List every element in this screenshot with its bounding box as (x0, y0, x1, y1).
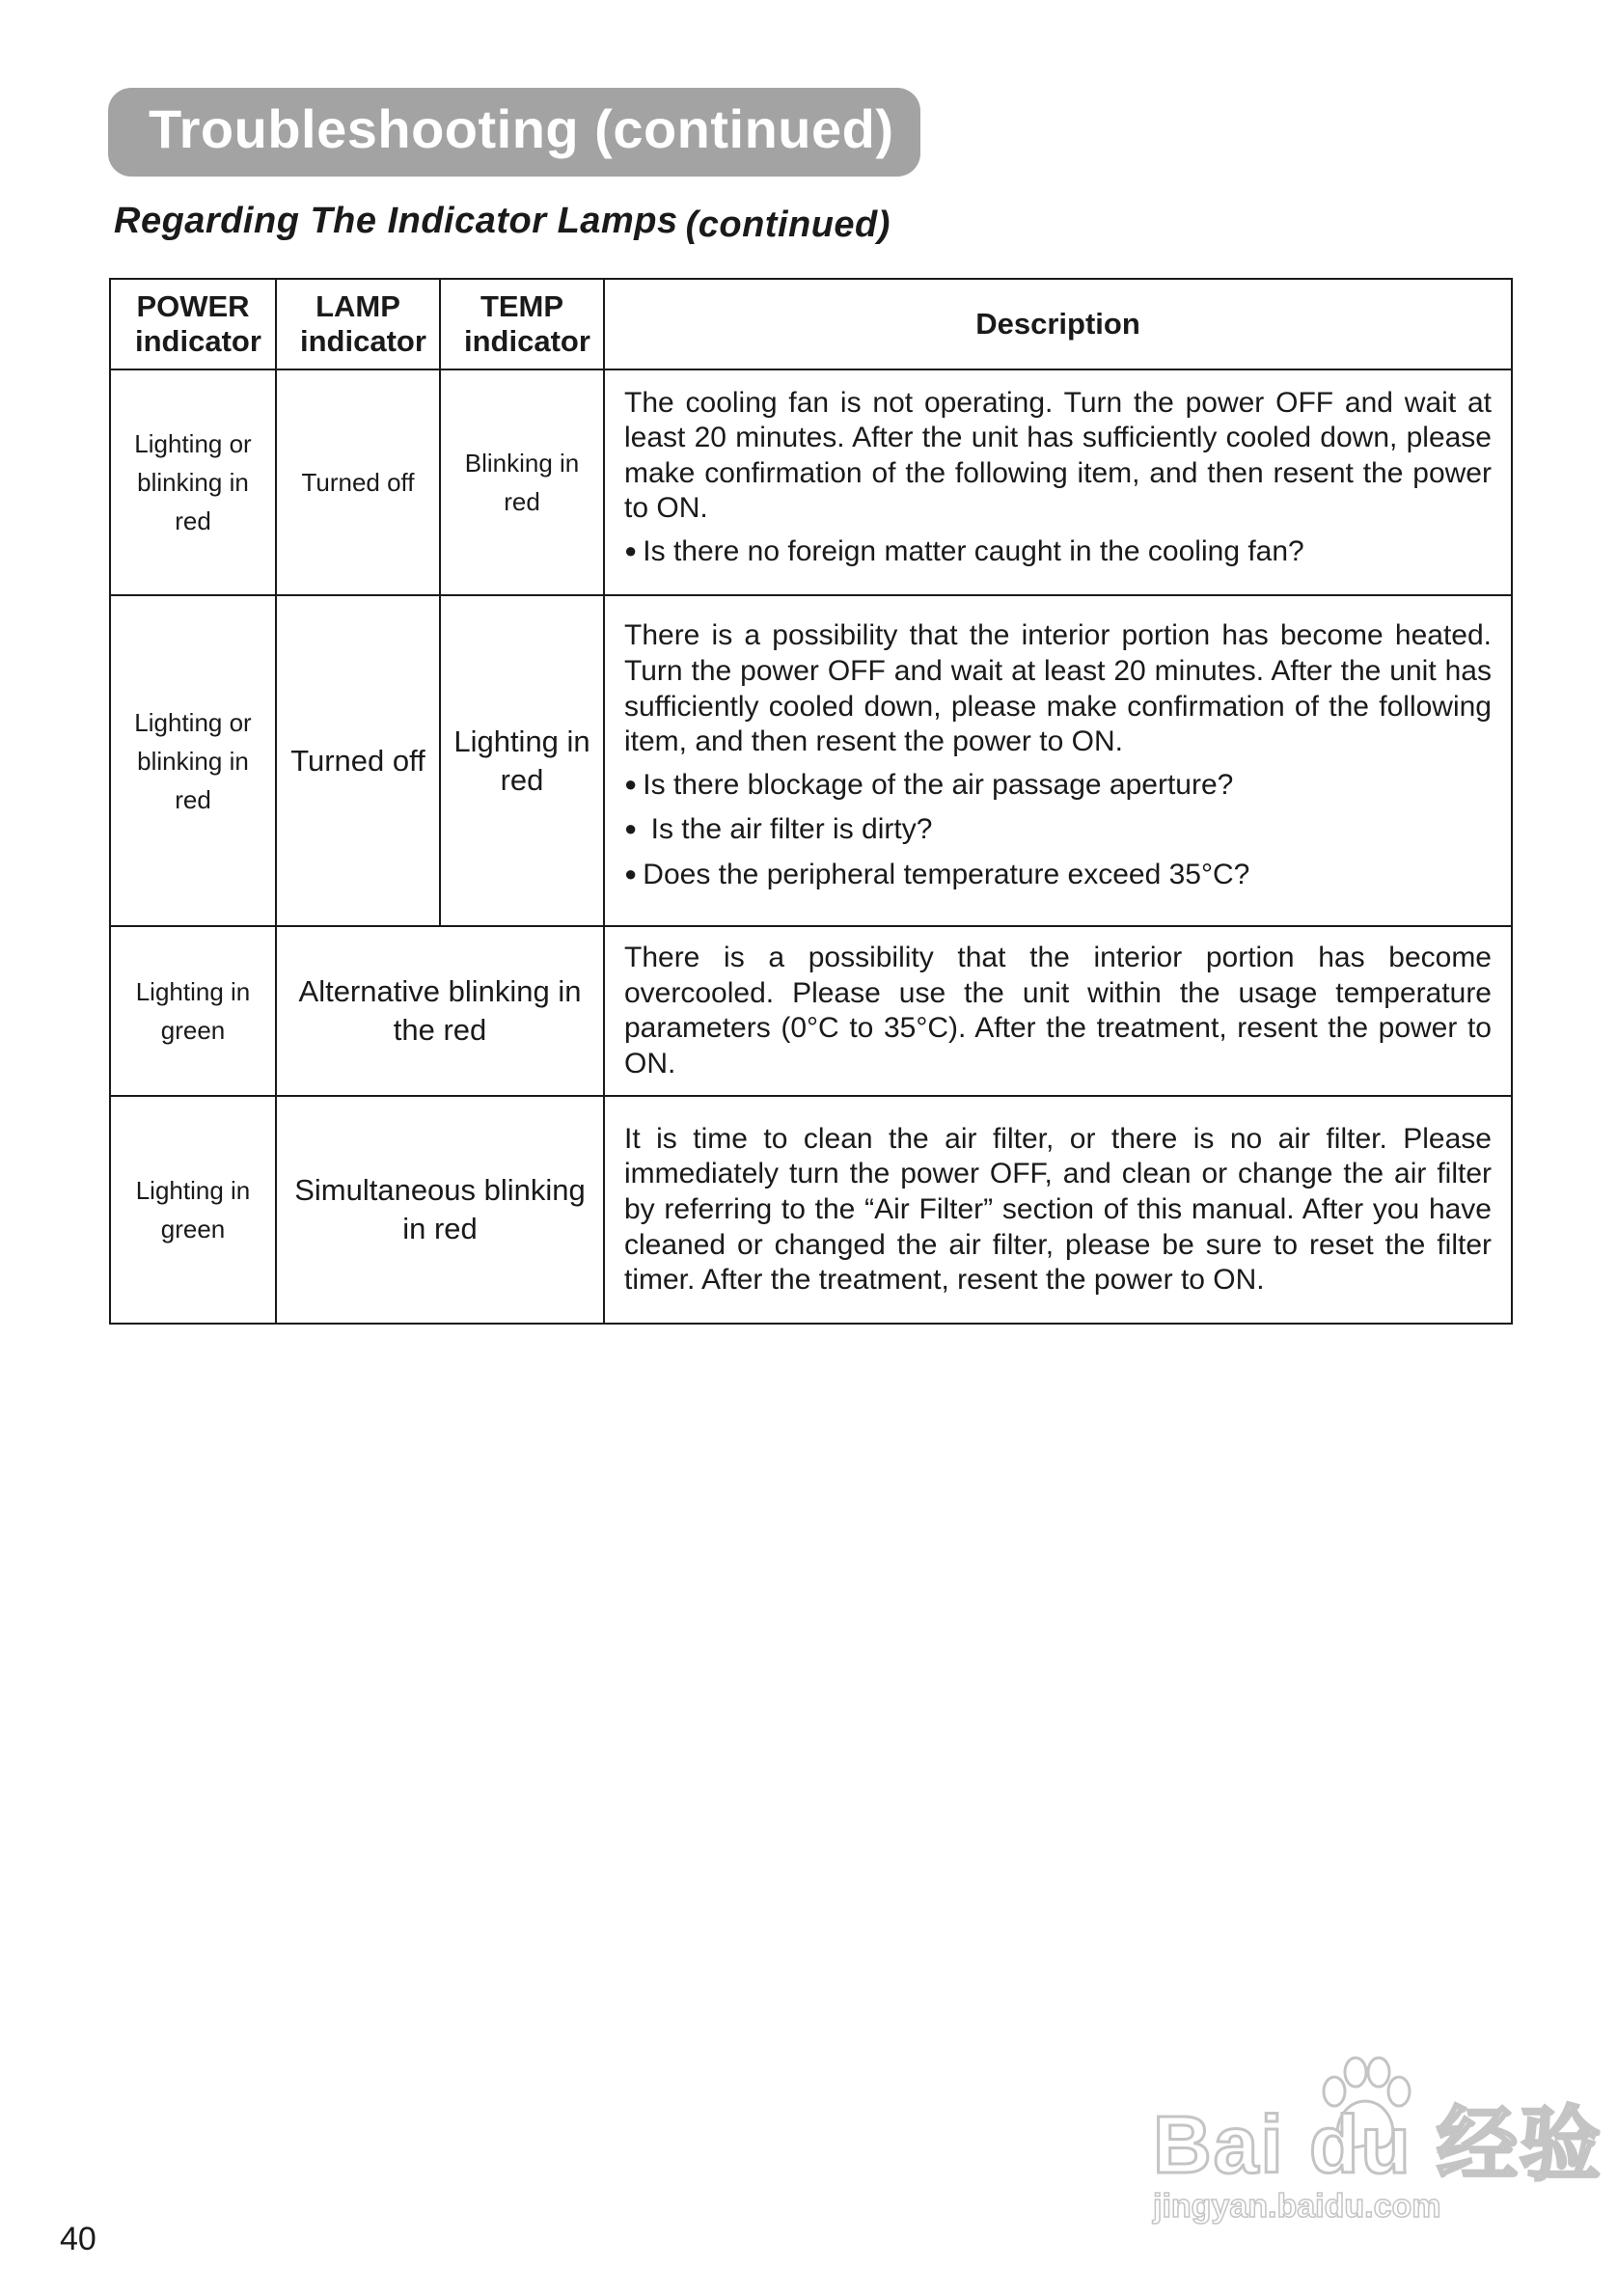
table-row (110, 1096, 1512, 1324)
header-description: Description (604, 279, 1512, 369)
row1-lamp: Turned off (276, 369, 440, 595)
table-row (110, 926, 1512, 1096)
row4-description (604, 1096, 1512, 1324)
row4-description-text: It is time to clean the air filter, or there is no air filter. Please immediately turn the power OFF, and clean or change the air filter by referring to the “Air Filter” section of this manual. After you have cleaned or changed the air filter, please be sure to reset the filter timer. After the treatment, resent the power to ON. (624, 1122, 1492, 1297)
row2-description-text: There is a possibility that the interior portion has become heated. Turn the power OFF and wait at least 20 minutes. After the unit has sufficiently cooled down, please make confirmation of the following item, and then resent the power to ON. (624, 619, 1492, 758)
header-lamp (276, 279, 440, 369)
row4-power-text: Lighting in green (135, 1176, 251, 1244)
header-power (110, 279, 276, 369)
row4-lamp-temp (276, 1096, 604, 1324)
row1-temp-text: Blinking in red (464, 449, 580, 516)
row1-description (604, 369, 1512, 595)
row4-power (110, 1096, 276, 1324)
row2-bullets (624, 768, 1492, 895)
page-number: 40 (60, 2221, 96, 2257)
row2-power-text: Lighting or blinking in red (134, 707, 252, 814)
header-temp (440, 279, 604, 369)
row2-bullet-2: Is the air filter is dirty? (643, 813, 933, 846)
section-subtitle (114, 201, 891, 245)
row1-bullet-1: Is there no foreign matter caught in the cooling fan? (643, 534, 1304, 567)
subtitle-text: Regarding The Indicator Lamps (114, 201, 678, 241)
row2-description (604, 595, 1512, 926)
row3-lamp-temp-text: Alternative blinking in the red (298, 974, 582, 1048)
watermark-url: jingyan.baidu.com (1153, 2188, 1441, 2225)
page-title: Troubleshooting (continued) (149, 98, 894, 159)
baidu-watermark (1153, 2053, 1603, 2255)
row3-power (110, 926, 276, 1096)
row1-power-text: Lighting or blinking in red (134, 429, 252, 535)
bullet-icon: ● (624, 861, 638, 886)
row2-lamp: Turned off (276, 595, 440, 926)
row3-lamp-temp (276, 926, 604, 1096)
row4-lamp-temp-text: Simultaneous blinking in red (294, 1173, 586, 1246)
row1-bullets (624, 534, 1492, 572)
row2-temp-text: Lighting in red (453, 724, 590, 797)
row3-description-text: There is a possibility that the interior portion has become overcooled. Please use the unit within the usage temperature parameters (0°C to 35°C). After the treatment, resent the power to ON. (624, 942, 1492, 1080)
bullet-icon: ● (624, 816, 638, 841)
title-banner (108, 88, 920, 177)
table-header-row (110, 279, 1512, 369)
row2-bullet-3: Does the peripheral temperature exceed 35°C? (643, 858, 1250, 890)
indicator-table (109, 278, 1513, 1325)
list-item (624, 768, 1492, 806)
list-item (624, 534, 1492, 572)
row1-description-text: The cooling fan is not operating. Turn the power OFF and wait at least 20 minutes. After the unit has sufficiently cooled down, please make confirmation of the following item, and then resent the power to ON. (624, 386, 1492, 525)
header-lamp-text: LAMP indicator (300, 289, 426, 358)
row1-power (110, 369, 276, 595)
row2-bullet-1: Is there blockage of the air passage aperture? (643, 768, 1234, 801)
list-item (624, 858, 1492, 895)
watermark-logo: Bai du 经验 (1153, 2099, 1603, 2190)
row3-power-text: Lighting in green (135, 977, 251, 1046)
list-item (624, 812, 1492, 850)
row2-power (110, 595, 276, 926)
header-temp-text: TEMP indicator (464, 289, 590, 358)
subtitle-suffix: (continued) (685, 205, 891, 245)
bullet-icon: ● (624, 537, 638, 562)
table-row (110, 595, 1512, 926)
row3-description (604, 926, 1512, 1096)
header-power-text: POWER indicator (135, 289, 261, 358)
row1-temp (440, 369, 604, 595)
bullet-icon: ● (624, 771, 638, 796)
row2-temp (440, 595, 604, 926)
table-row (110, 369, 1512, 595)
